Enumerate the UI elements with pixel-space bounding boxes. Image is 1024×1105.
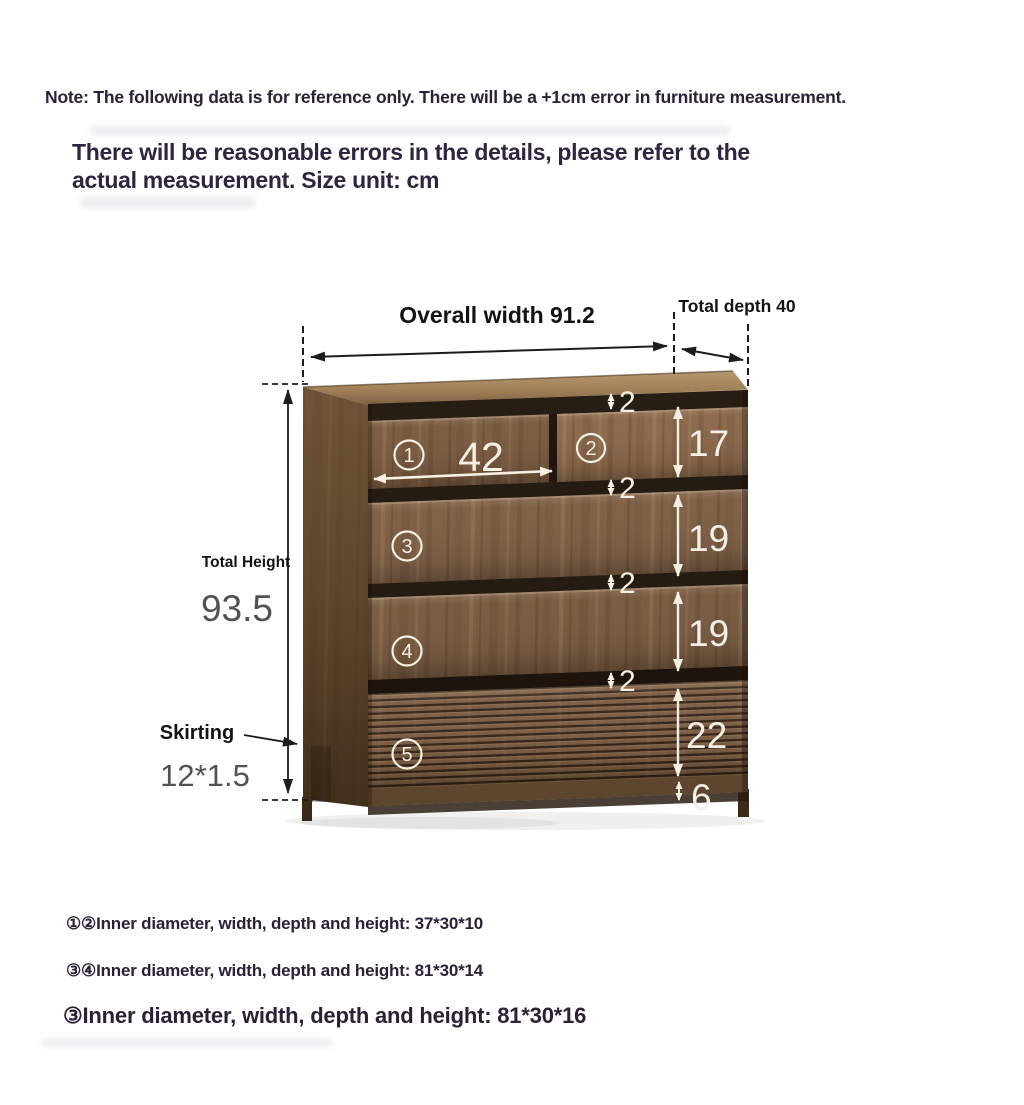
gap-value-1: 2 xyxy=(619,386,636,419)
drawer-2-marker: 2 xyxy=(585,438,597,460)
overall-width-arrow xyxy=(311,346,667,357)
drawer1-width-value: 42 xyxy=(458,434,504,480)
drawer-5-marker: 5 xyxy=(401,744,413,766)
footnote-drawer-5: ③Inner diameter, width, depth and height: 81*30*16 xyxy=(63,1003,587,1028)
gap-value-3: 2 xyxy=(619,567,636,600)
height-value-17: 17 xyxy=(688,423,730,464)
height-value-22: 22 xyxy=(686,715,728,756)
total-height-value: 93.5 xyxy=(200,588,274,629)
footnote-drawers-3-4: ③④Inner diameter, width, depth and height: 81*30*14 xyxy=(66,961,484,980)
skirting-label: Skirting xyxy=(159,722,235,744)
gap-value-4: 2 xyxy=(619,665,636,698)
height-value-19b: 19 xyxy=(688,613,730,654)
drawer-4-marker: 4 xyxy=(401,641,413,663)
measurement-heading-line2: actual measurement. Size unit: cm xyxy=(72,167,440,193)
total-depth-arrow xyxy=(682,349,743,360)
skirting-notch-shadow xyxy=(311,746,331,802)
base-height-value: 6 xyxy=(691,777,712,818)
height-value-19a: 19 xyxy=(688,518,730,559)
total-height-label: Total Height xyxy=(201,554,291,571)
overall-width-label: Overall width 91.2 xyxy=(399,302,595,328)
total-depth-label: Total depth 40 xyxy=(678,296,796,316)
gap-value-2: 2 xyxy=(619,472,636,505)
cabinet-side-grain xyxy=(303,387,368,807)
floor-shadow xyxy=(300,817,560,829)
footnote-drawers-1-2: ①②Inner diameter, width, depth and height: 37*30*10 xyxy=(66,914,484,933)
front-left-edge xyxy=(368,404,372,806)
drawer-1-marker: 1 xyxy=(403,445,415,467)
drawer-3-marker: 3 xyxy=(401,536,413,558)
skirting-size-value: 12*1.5 xyxy=(160,758,250,793)
reference-note: Note: The following data is for reference only. There will be a +1cm error in furniture measurement. xyxy=(45,87,846,107)
skirting-pointer-arrow xyxy=(244,735,297,744)
front-right-edge xyxy=(742,390,748,792)
measurement-heading-line1: There will be reasonable errors in the details, please refer to the xyxy=(72,139,750,165)
height-arrows xyxy=(678,407,679,800)
